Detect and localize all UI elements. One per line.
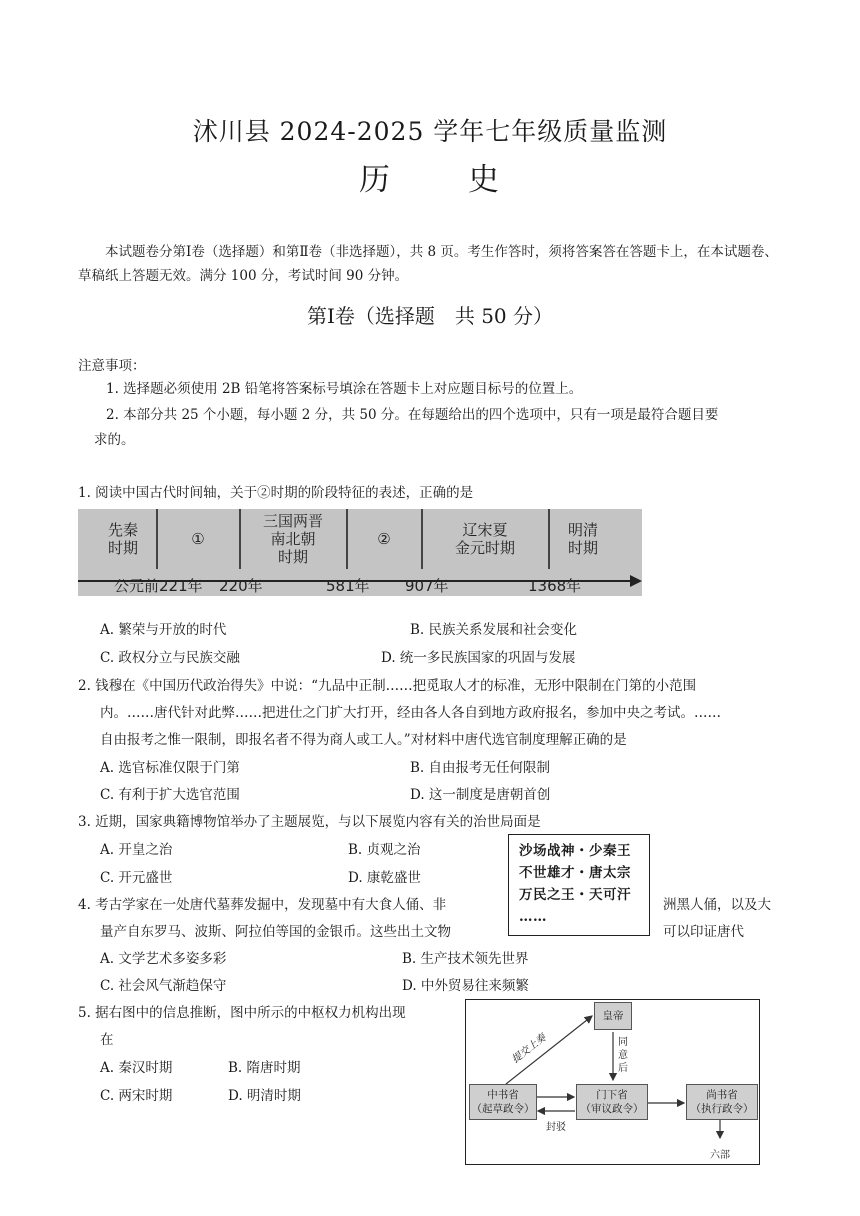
quote-line-3: 万民之王・天可汗: [519, 887, 631, 903]
q2-line-3: 自由报考之惟一限制，即报名者不得为商人或工人。”对材料中唐代选官制度理解正确的是: [100, 732, 627, 748]
q5-option-d: D. 明清时期: [228, 1088, 301, 1104]
timeline-year-4: 907年: [405, 577, 449, 595]
q5-line-2: 在: [100, 1032, 114, 1048]
q4-line-2b: 可以印证唐代: [663, 924, 744, 940]
timeline-year-2: 220年: [219, 577, 263, 595]
timeline-cell-sanguo: 三国两晋 南北朝 时期: [262, 512, 323, 566]
timeline-cell-xianqin: 先秦 时期: [107, 521, 138, 557]
q3-option-d: D. 康乾盛世: [348, 870, 421, 886]
power-structure-diagram: [465, 999, 760, 1165]
q1-option-a: A. 繁荣与开放的时代: [100, 622, 227, 638]
approve-char-1: 同: [618, 1037, 628, 1048]
zhongshu-label: 中书省: [487, 1089, 519, 1101]
quote-line-2: 不世雄才・唐太宗: [519, 865, 631, 881]
timeline-year-3: 581年: [326, 577, 370, 595]
menxia-box: [576, 1084, 648, 1120]
shangshu-label: 尚书省: [706, 1089, 738, 1101]
q3-stem: 3. 近期，国家典籍博物馆举办了主题展览，与以下展览内容有关的治世局面是: [78, 814, 541, 830]
timeline-chart: [78, 509, 642, 596]
q4-option-a: A. 文学艺术多姿多彩: [100, 951, 227, 967]
timeline-year-1: 公元前221年: [114, 577, 203, 595]
q5-option-c: C. 两宋时期: [100, 1088, 173, 1104]
quote-line-4: ……: [519, 909, 547, 925]
submit-label: 提交上奏: [510, 1032, 549, 1066]
section-title: 第Ⅰ卷（选择题 共 50 分）: [306, 304, 554, 328]
q4-option-d: D. 中外贸易往来频繁: [402, 978, 529, 994]
q2-line-1: 2. 钱穆在《中国历代政治得失》中说：“九品中正制……把觅取人才的标准，无形中限制在门第的小范围: [78, 678, 697, 694]
zhongshu-role: （起草政令）: [471, 1103, 535, 1115]
q4-line-1a: 4. 考古学家在一处唐代墓葬发掘中，发现墓中有大食人俑、非: [78, 897, 447, 913]
shangshu-role: （执行政令）: [690, 1103, 754, 1115]
note-item-2: 2. 本部分共 25 个小题，每小题 2 分，共 50 分。在每题给出的四个选项中，只有一项是最符合题目要: [106, 407, 719, 423]
timeline-year-5: 1368年: [528, 577, 582, 595]
q5-option-b: B. 隋唐时期: [228, 1060, 301, 1076]
q5-option-a: A. 秦汉时期: [100, 1060, 173, 1076]
menxia-role: （审议政令）: [580, 1103, 644, 1115]
approve-char-3: 后: [618, 1063, 628, 1074]
q1-option-d: D. 统一多民族国家的巩固与发展: [381, 650, 576, 666]
timeline-cell-2: ②: [377, 530, 391, 548]
quote-line-1: 沙场战神・少秦王: [519, 843, 631, 859]
timeline-cell-liaosong: 辽宋夏 金元时期: [454, 521, 515, 557]
q1-option-c: C. 政权分立与民族交融: [100, 650, 240, 666]
approve-char-2: 意: [618, 1050, 628, 1061]
notes-heading: 注意事项：: [78, 358, 146, 374]
menxia-label: 门下省: [596, 1089, 628, 1101]
q3-option-b: B. 贞观之治: [348, 842, 421, 858]
q1-option-b: B. 民族关系发展和社会变化: [410, 622, 578, 638]
subject-title: [0, 154, 860, 199]
exam-title: 沭川县 2024-2025 学年七年级质量监测: [192, 117, 668, 146]
q2-option-b: B. 自由报考无任何限制: [410, 760, 551, 776]
q2-option-a: A. 选官标准仅限于门第: [100, 760, 240, 776]
approve-label: [618, 1036, 630, 1075]
q1-stem: 1. 阅读中国古代时间轴，关于②时期的阶段特征的表述，正确的是: [78, 485, 474, 501]
q2-option-c: C. 有利于扩大选官范围: [100, 787, 240, 803]
intro-paragraph: 本试题卷分第Ⅰ卷（选择题）和第Ⅱ卷（非选择题），共 8 页。考生作答时，须将答案答在答题卡上，在本试题卷、草稿纸上答题无效。满分 100 分，考试时间 90 分钟。: [78, 244, 778, 284]
q4-option-c: C. 社会风气渐趋保守: [100, 978, 227, 994]
subject-char-1: 历: [359, 162, 392, 198]
reject-label: 封驳: [546, 1122, 566, 1133]
shangshu-box: [686, 1084, 758, 1120]
note-item-2-cont: 求的。: [94, 432, 135, 448]
exhibition-quote-box: [508, 834, 650, 936]
emperor-box: 皇帝: [594, 1002, 632, 1030]
q4-line-2a: 量产自东罗马、波斯、阿拉伯等国的金银币。这些出土文物: [100, 924, 451, 940]
q4-line-1b: 洲黑人俑，以及大: [663, 897, 771, 913]
subject-char-2: 史: [468, 162, 501, 198]
note-item-1: 1. 选择题必须使用 2B 铅笔将答案标号填涂在答题卡上对应题目标号的位置上。: [106, 381, 583, 397]
q5-line-1: 5. 据右图中的信息推断，图中所示的中枢权力机构出现: [78, 1005, 406, 1021]
timeline-cell-1: ①: [191, 530, 205, 548]
zhongshu-box: [469, 1084, 537, 1120]
q3-option-a: A. 开皇之治: [100, 842, 173, 858]
timeline-arrow-icon: [630, 575, 642, 587]
six-ministries-label: 六部: [710, 1150, 730, 1161]
q4-option-b: B. 生产技术领先世界: [402, 951, 529, 967]
timeline-cell-mingqing: 明清 时期: [567, 521, 598, 557]
q3-option-c: C. 开元盛世: [100, 870, 173, 886]
q2-option-d: D. 这一制度是唐朝首创: [410, 787, 551, 803]
q2-line-2: 内。……唐代针对此弊……把进仕之门扩大打开，经由各人各自到地方政府报名，参加中央之考试。……: [100, 705, 721, 721]
